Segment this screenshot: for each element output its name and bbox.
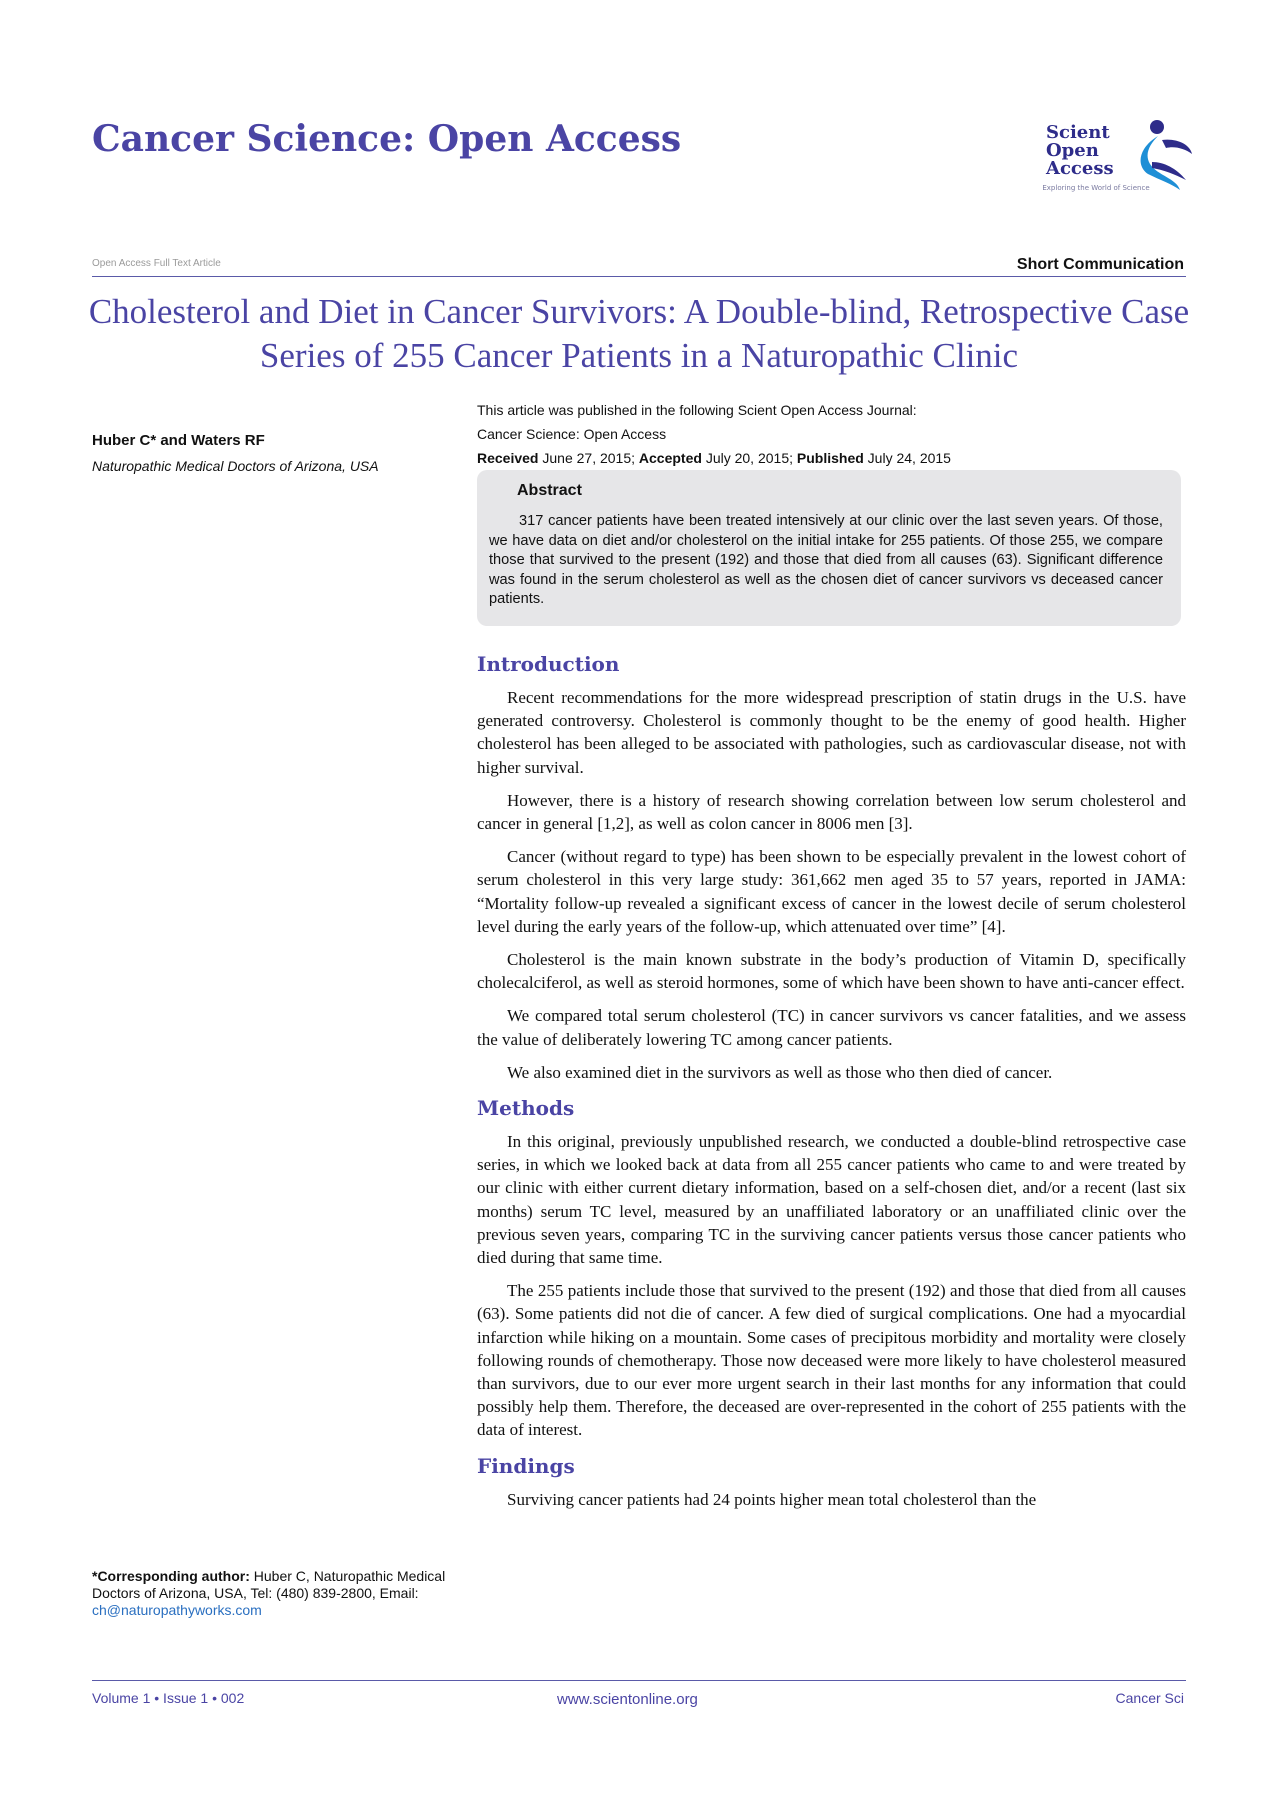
paragraph: Cholesterol is the main known substrate in the body’s production of Vitamin D, specifically cholecalciferol, as well as steroid hormones, some of which have been shown to have anti-cancer effect. [477, 950, 1186, 993]
header-divider [92, 276, 1186, 277]
corresponding-author [92, 1568, 452, 1619]
email-link[interactable]: ch@naturopathyworks.com [92, 1602, 262, 1618]
abstract-heading: Abstract [517, 482, 582, 499]
accepted-label: Accepted [638, 450, 702, 466]
published-label: Published [796, 450, 864, 466]
publication-dates [477, 446, 1187, 470]
journal-title: Cancer Science: Open Access [92, 118, 682, 160]
paragraph: Recent recommendations for the more widespread prescription of statin drugs in the U.S. have generated controversy. Cholesterol is commonly thought to be the enemy of good health. Higher cholesterol has been alleged to be associated with pathologies, such as cardiovascular disease, not with higher survival. [477, 688, 1186, 777]
accepted-date: July 20, 2015; [701, 450, 797, 466]
journal-logo[interactable] [1046, 124, 1114, 178]
paragraph: In this original, previously unpublished research, we conducted a double-blind retrospective case series, in which we looked back at data from all 255 cancer patients who came to and were treated by our clinic with either current dietary information, based on a self-chosen diet, and/or a recent (last six months) serum TC level, measured by an unaffiliated laboratory or an unaffiliated clinic over the previous seven years, comparing TC in the surviving cancer patients versus those cancer patients who died during that same time. [477, 1132, 1186, 1268]
article-title: Cholesterol and Diet in Cancer Survivors: A Double-blind, Retrospective Case Series of 255 Cancer Patients in a Naturopathic Clinic [88, 292, 1190, 375]
logo-tagline: Exploring the World of Science [1042, 184, 1150, 192]
published-date: July 24, 2015 [863, 450, 951, 466]
footer-volume: Volume 1 • Issue 1 • 002 [92, 1690, 245, 1706]
abstract-box [477, 470, 1181, 626]
received-date: June 27, 2015; [538, 450, 639, 466]
article-type: Short Communication [1016, 256, 1184, 273]
article-body [477, 650, 1186, 1521]
paragraph: We also examined diet in the survivors as well as those who then died of cancer. [507, 1062, 1053, 1082]
paragraph: Cancer (without regard to type) has been shown to be especially prevalent in the lowest cohort of serum cholesterol in this very large study: 361,662 men aged 35 to 57 years, reported in JAMA: “Mortality follow-up revealed a significant excess of cancer in the lowest decile of serum cholesterol level during the early years of the follow-up, which attenuated over time” [4]. [477, 847, 1186, 936]
open-access-label: Open Access Full Text Article [92, 258, 221, 269]
logo-line-1: Scient [1046, 122, 1110, 143]
corresponding-label: *Corresponding author: [92, 1568, 250, 1584]
footer-journal-abbrev: Cancer Sci [1115, 1690, 1184, 1706]
corresponding-text: Huber C, Naturopathic Medical Doctors of Arizona, USA, Tel: (480) 839-2800, Email: [92, 1568, 446, 1601]
received-label: Received [477, 450, 539, 466]
paragraph: The 255 patients include those that survived to the present (192) and those that died from all causes (63). Some patients did not die of cancer. A few died of surgical complications. One had a myocardial infarction while hiking on a mountain. Some cases of precipitous morbidity and mortality were closely following rounds of chemotherapy. Those now deceased were more likely to have cholesterol measured than survivors, due to our ever more urgent search in their last months for any information that could possibly help them. Therefore, the deceased are over-represented in the cohort of 255 patients with the data of interest. [477, 1281, 1186, 1440]
publication-info [477, 398, 1187, 470]
publication-journal: Cancer Science: Open Access [477, 426, 667, 442]
section-heading-findings: Findings [477, 1453, 575, 1478]
paragraph: However, there is a history of research showing correlation between low serum cholesterol and cancer in general [1,2], as well as colon cancer in 8006 men [3]. [477, 790, 1186, 834]
affiliation: Naturopathic Medical Doctors of Arizona, USA [92, 458, 379, 474]
publication-line: This article was published in the following Scient Open Access Journal: [477, 402, 917, 418]
logo-line-3: Access [1046, 158, 1114, 179]
logo-line-2: Open [1046, 140, 1099, 161]
paragraph: Surviving cancer patients had 24 points higher mean total cholesterol than the [507, 1489, 1037, 1509]
footer-divider [92, 1680, 1186, 1681]
section-heading-introduction: Introduction [477, 652, 620, 676]
abstract-text: 317 cancer patients have been treated intensively at our clinic over the last seven years. Of those, we have data on diet and/or cholesterol on the initial intake for 255 patients. Of those 255, we compare those that survived to the present (192) and those that died from all causes (63). Significant difference was found in the serum cholesterol as well as the chosen diet of cancer survivors vs deceased cancer patients. [489, 513, 1163, 608]
authors: Huber C* and Waters RF [92, 432, 265, 449]
footer-website-link[interactable]: www.scientonline.org [557, 1691, 698, 1708]
paragraph: We compared total serum cholesterol (TC) in cancer survivors vs cancer fatalities, and we assess the value of deliberately lowering TC among cancer patients. [477, 1006, 1186, 1049]
section-heading-methods: Methods [477, 1096, 575, 1121]
